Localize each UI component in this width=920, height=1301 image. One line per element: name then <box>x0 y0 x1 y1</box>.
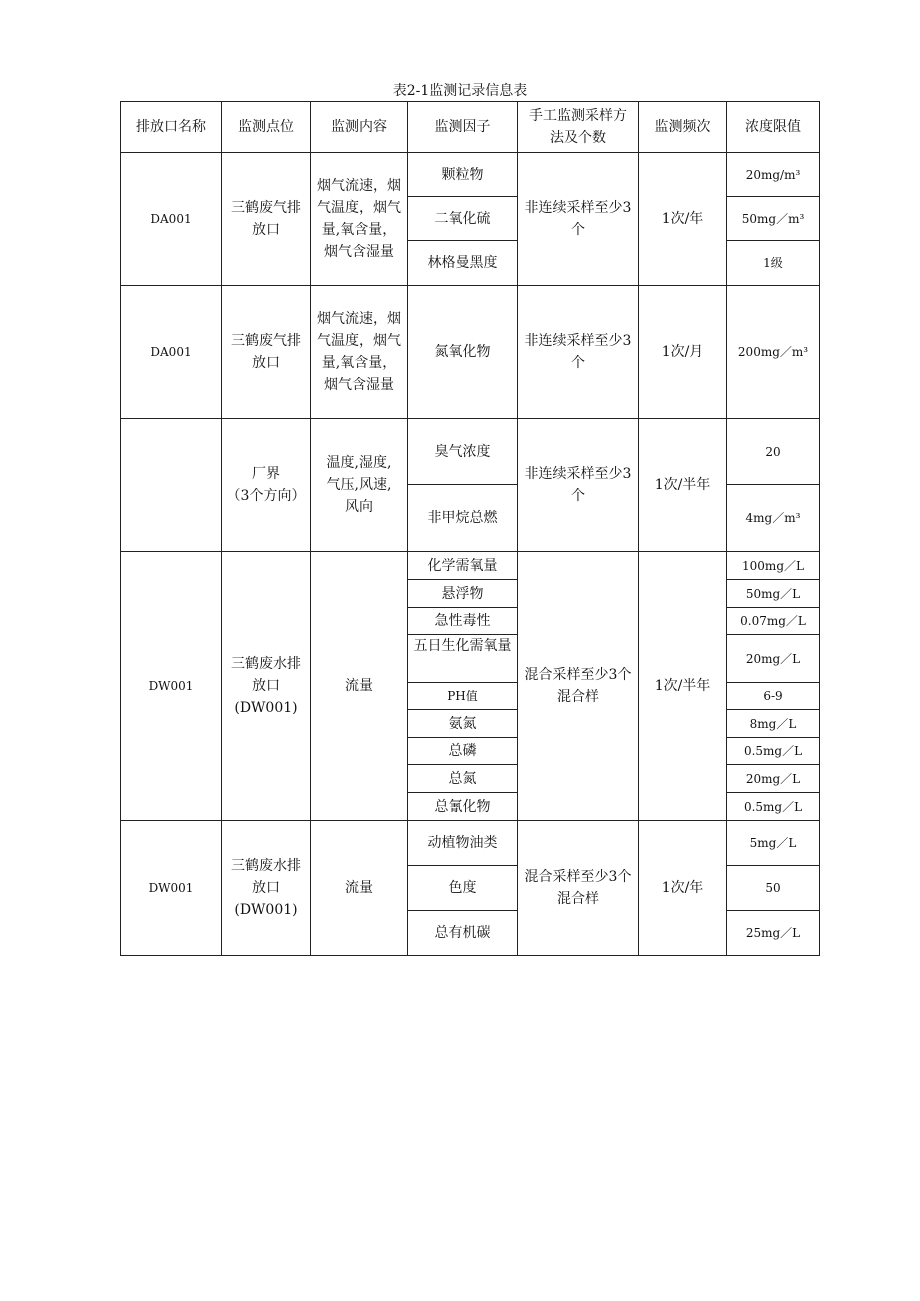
header-outlet-name: 排放口名称 <box>121 102 222 153</box>
table-row <box>121 419 820 485</box>
factor-cell: 总磷 <box>408 738 518 765</box>
factor-cell: 悬浮物 <box>408 580 518 608</box>
content-cell <box>311 821 408 956</box>
limit-cell: 20mg/m³ <box>727 153 820 197</box>
factor-cell: 颗粒物 <box>408 153 518 197</box>
header-method-line: 手工监测采样方 <box>529 108 627 124</box>
method-line: 非连续采样至少3 <box>524 200 632 216</box>
point-cell <box>222 821 311 956</box>
outlet-name-cell <box>121 419 222 552</box>
header-content: 监测内容 <box>311 102 408 153</box>
point-line: 三鹤废气排 <box>231 200 301 216</box>
frequency-cell: 1次/月 <box>639 286 727 419</box>
content-cell <box>311 286 408 419</box>
content-line: 温度,湿度, <box>326 455 392 471</box>
factor-cell: PH值 <box>408 683 518 710</box>
table-body <box>121 153 820 956</box>
content-line: 量,氧含量， <box>321 355 397 371</box>
method-line: 混合样 <box>557 891 599 907</box>
factor-cell: 总氰化物 <box>408 793 518 821</box>
header-factor: 监测因子 <box>408 102 518 153</box>
table-caption: 表2-1监测记录信息表 <box>392 83 528 99</box>
header-point: 监测点位 <box>222 102 311 153</box>
point-line: 三鹤废水排 <box>231 858 301 874</box>
content-line: 流量 <box>345 678 373 694</box>
factor-cell: 急性毒性 <box>408 608 518 635</box>
point-cell <box>222 419 311 552</box>
content-line: 烟气流速，烟 <box>317 178 401 194</box>
point-line: 放口(DW001) <box>234 678 298 716</box>
limit-cell: 8mg／L <box>727 710 820 738</box>
content-cell <box>311 552 408 821</box>
table-row <box>121 552 820 580</box>
content-cell <box>311 419 408 552</box>
outlet-name-cell: DW001 <box>121 821 222 956</box>
method-cell <box>518 821 639 956</box>
limit-cell: 20 <box>727 419 820 485</box>
content-line: 烟气含湿量 <box>324 244 394 260</box>
limit-cell: 200mg／m³ <box>727 286 820 419</box>
point-line: （3个方向） <box>226 488 306 504</box>
factor-cell: 非甲烷总燃 <box>408 485 518 552</box>
point-line: 放口 <box>252 355 280 371</box>
header-row <box>121 102 820 153</box>
monitoring-record-table <box>120 101 820 956</box>
limit-cell: 0.5mg／L <box>727 793 820 821</box>
method-cell <box>518 286 639 419</box>
method-cell <box>518 153 639 286</box>
content-line: 烟气流速，烟 <box>317 311 401 327</box>
method-line: 混合采样至少3个 <box>524 869 632 885</box>
limit-cell: 0.07mg／L <box>727 608 820 635</box>
factor-cell: 臭气浓度 <box>408 419 518 485</box>
method-line: 混合采样至少3个 <box>524 667 632 683</box>
content-line: 流量 <box>345 880 373 896</box>
frequency-cell: 1次/半年 <box>639 419 727 552</box>
limit-cell: 20mg／L <box>727 635 820 683</box>
point-line: 厂界 <box>252 466 280 482</box>
factor-cell: 总有机碳 <box>408 911 518 956</box>
method-cell <box>518 419 639 552</box>
factor-cell: 二氧化硫 <box>408 197 518 241</box>
method-cell <box>518 552 639 821</box>
factor-cell: 化学需氧量 <box>408 552 518 580</box>
limit-cell: 100mg／L <box>727 552 820 580</box>
method-line: 个 <box>571 488 585 504</box>
table-row <box>121 821 820 866</box>
frequency-cell: 1次/年 <box>639 153 727 286</box>
content-line: 量,氧含量， <box>321 222 397 238</box>
factor-cell: 色度 <box>408 866 518 911</box>
header-limit: 浓度限值 <box>727 102 820 153</box>
point-cell <box>222 153 311 286</box>
point-line: 三鹤废水排 <box>231 656 301 672</box>
point-line: 放口 <box>252 222 280 238</box>
method-line: 非连续采样至少3 <box>524 333 632 349</box>
factor-cell: 动植物油类 <box>408 821 518 866</box>
content-line: 风向 <box>345 499 373 515</box>
factor-cell: 总氮 <box>408 765 518 793</box>
frequency-cell: 1次/半年 <box>639 552 727 821</box>
header-method <box>518 102 639 153</box>
point-line: 放口(DW001) <box>234 880 298 918</box>
point-line: 三鹤废气排 <box>231 333 301 349</box>
method-line: 个 <box>571 355 585 371</box>
content-line: 烟气含湿量 <box>324 377 394 393</box>
limit-cell: 25mg／L <box>727 911 820 956</box>
method-line: 非连续采样至少3 <box>524 466 632 482</box>
limit-cell: 50mg／L <box>727 580 820 608</box>
content-line: 气温度，烟气 <box>317 200 401 216</box>
point-cell <box>222 286 311 419</box>
table-row <box>121 286 820 419</box>
limit-cell: 20mg／L <box>727 765 820 793</box>
point-cell <box>222 552 311 821</box>
outlet-name-cell: DW001 <box>121 552 222 821</box>
header-frequency: 监测频次 <box>639 102 727 153</box>
content-line: 气温度，烟气 <box>317 333 401 349</box>
factor-cell: 氨氮 <box>408 710 518 738</box>
method-line: 混合样 <box>557 689 599 705</box>
limit-cell: 5mg／L <box>727 821 820 866</box>
factor-cell: 五日生化需氧量 <box>408 635 518 683</box>
header-method-line: 法及个数 <box>550 130 606 146</box>
limit-cell: 0.5mg／L <box>727 738 820 765</box>
limit-cell: 4mg／m³ <box>727 485 820 552</box>
method-line: 个 <box>571 222 585 238</box>
outlet-name-cell: DA001 <box>121 153 222 286</box>
outlet-name-cell: DA001 <box>121 286 222 419</box>
limit-cell: 1级 <box>727 241 820 286</box>
frequency-cell: 1次/年 <box>639 821 727 956</box>
content-cell <box>311 153 408 286</box>
limit-cell: 50mg／m³ <box>727 197 820 241</box>
table-row <box>121 153 820 197</box>
factor-cell: 氮氧化物 <box>408 286 518 419</box>
limit-cell: 6-9 <box>727 683 820 710</box>
factor-cell: 林格曼黑度 <box>408 241 518 286</box>
limit-cell: 50 <box>727 866 820 911</box>
content-line: 气压,风速, <box>326 477 392 493</box>
